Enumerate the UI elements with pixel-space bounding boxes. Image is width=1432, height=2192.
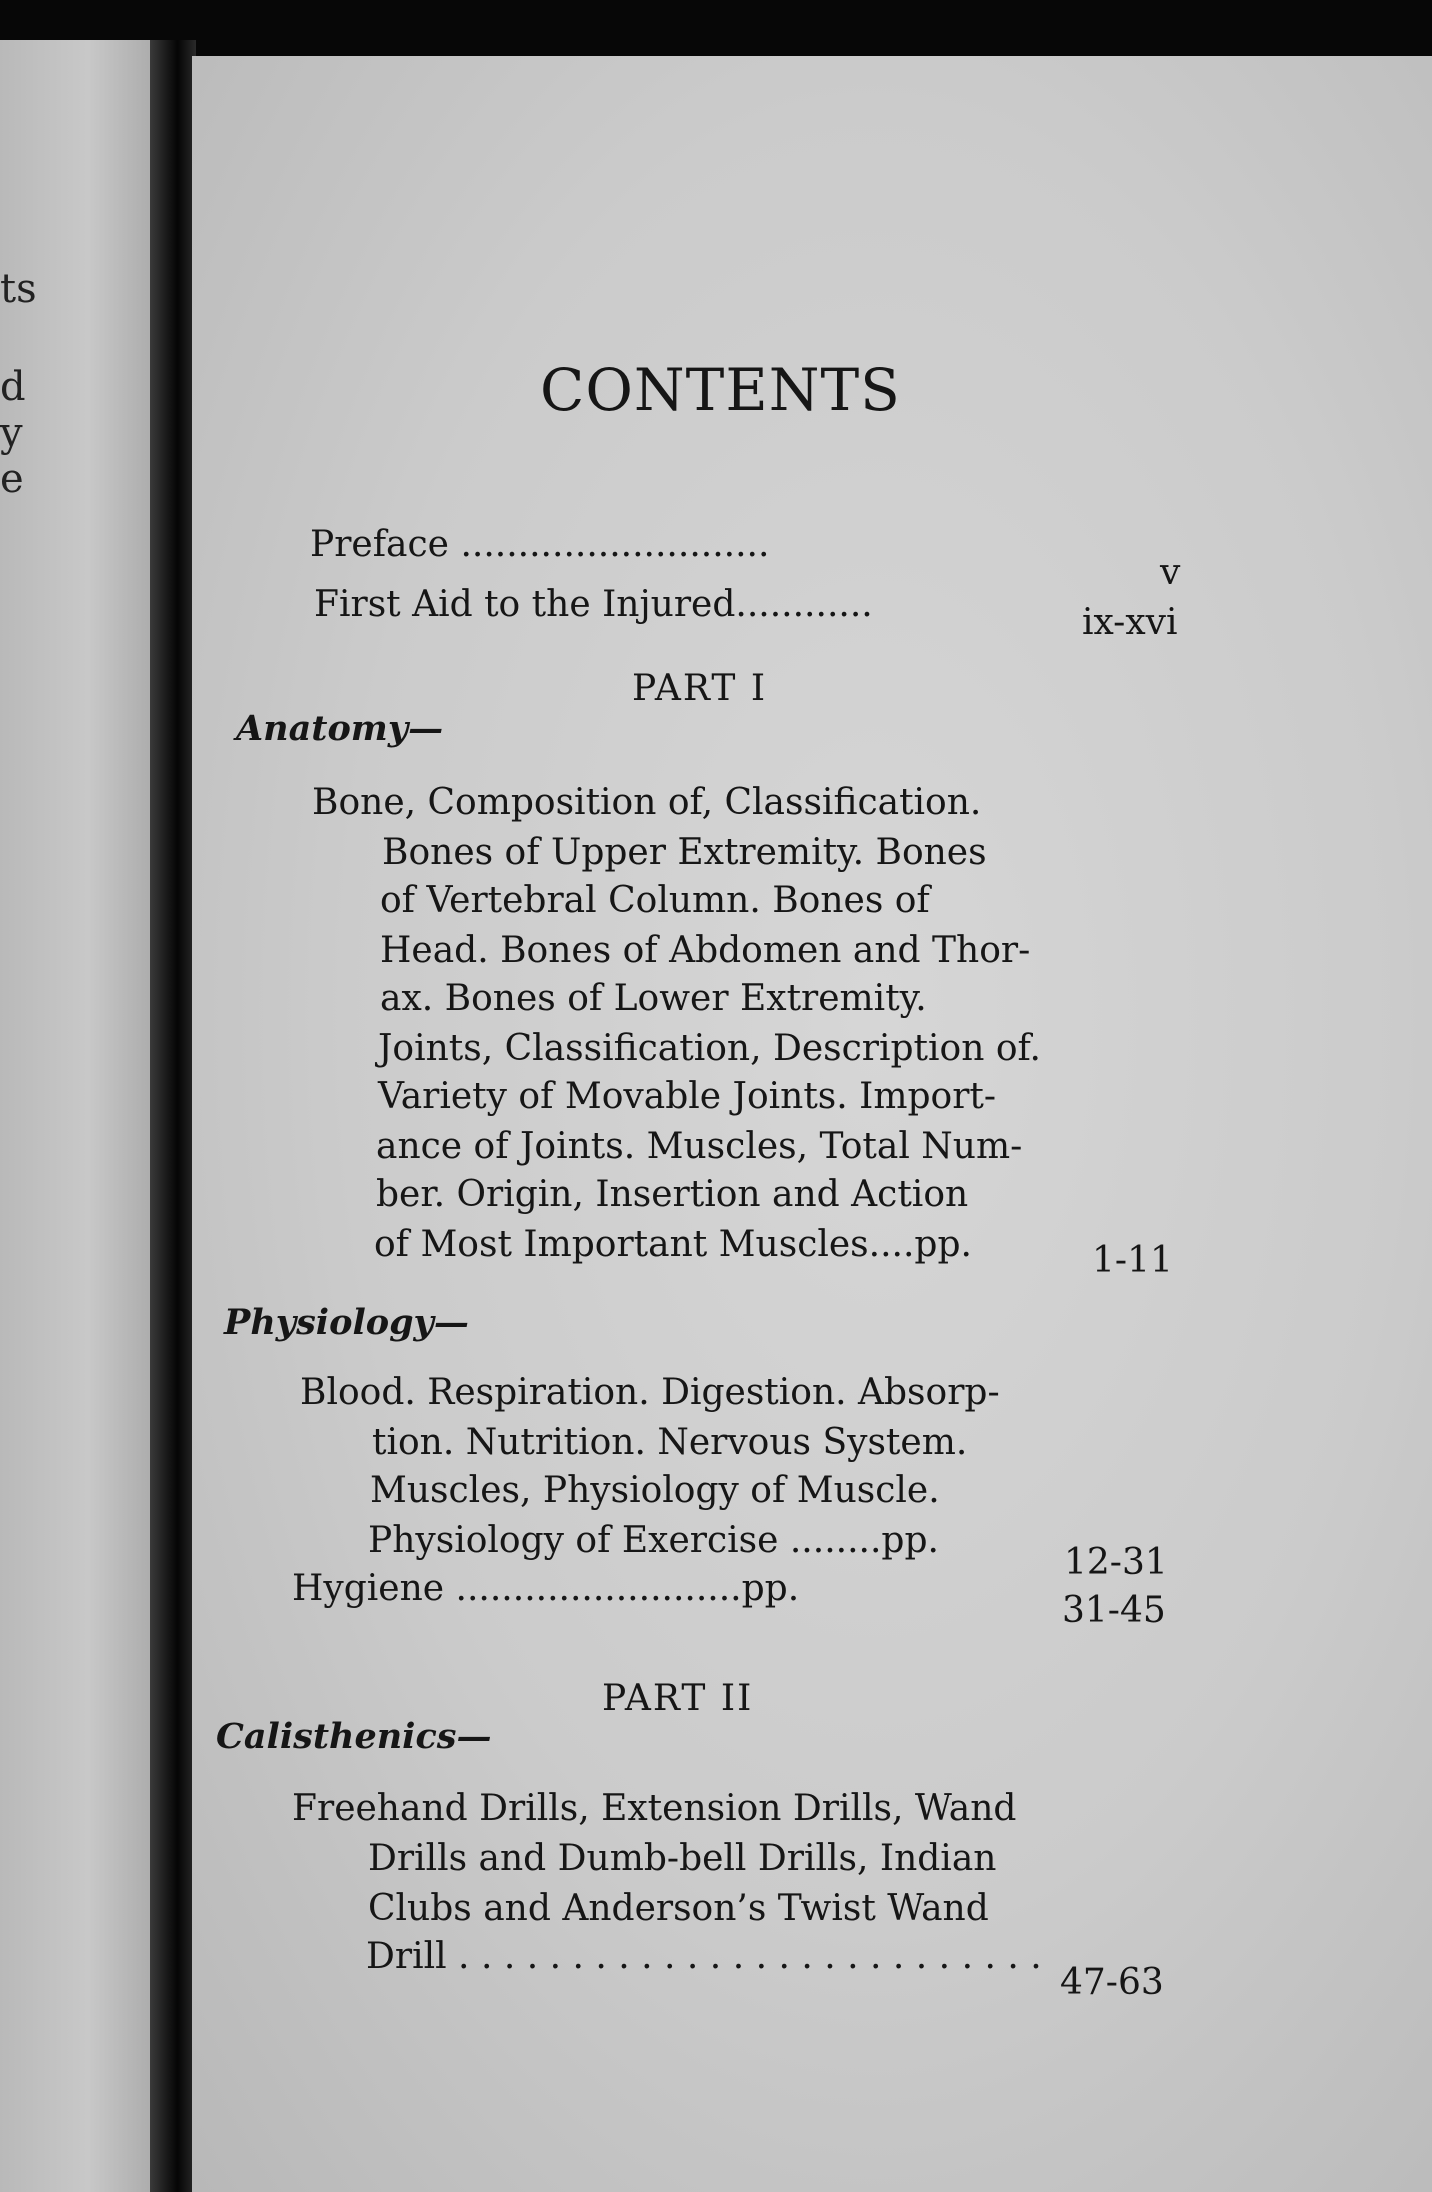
section-heading-physiology: Physiology— (224, 1302, 469, 1343)
section-heading-anatomy: Anatomy— (236, 708, 444, 749)
toc-body-line: Head. Bones of Abdomen and Thor- (380, 930, 1031, 971)
part-heading: PART I (632, 668, 768, 709)
toc-body-line: of Vertebral Column. Bones of (380, 880, 930, 921)
toc-page-number: 12-31 (1064, 1542, 1168, 1583)
toc-body-line: Drill . . . . . . . . . . . . . . . . . . . . . . . . . . (366, 1936, 1042, 1977)
toc-body-line: Drills and Dumb-bell Drills, Indian (368, 1838, 997, 1879)
toc-body-line: Freehand Drills, Extension Drills, Wand (292, 1788, 1017, 1829)
toc-page-number: 31-45 (1062, 1590, 1166, 1631)
toc-body-line: Clubs and Anderson’s Twist Wand (368, 1888, 989, 1929)
toc-body-line: Muscles, Physiology of Muscle. (370, 1470, 940, 1511)
toc-body-line: of Most Important Muscles....pp. (374, 1224, 972, 1265)
toc-body-line: Bone, Composition of, Classification. (312, 782, 982, 823)
contents-page (192, 56, 1432, 2192)
toc-body-line: ber. Origin, Insertion and Action (376, 1174, 969, 1215)
book-gutter (150, 40, 196, 2192)
prev-page-fragment: d (0, 364, 26, 410)
toc-page-number: ix-xvi (1082, 602, 1178, 643)
part-heading: PART II (602, 1678, 754, 1719)
toc-page-number: 1-11 (1092, 1240, 1173, 1281)
toc-body-line: ance of Joints. Muscles, Total Num- (376, 1126, 1023, 1167)
toc-body-line: Variety of Movable Joints. Import- (378, 1076, 997, 1117)
prev-page-fragment: y (0, 410, 23, 456)
page-title: CONTENTS (540, 356, 901, 424)
prev-page-fragment: ts (0, 266, 37, 312)
toc-body-line: Physiology of Exercise ........pp. (368, 1520, 939, 1561)
photo-frame-top (0, 0, 1432, 62)
toc-body-line: Blood. Respiration. Digestion. Absorp- (300, 1372, 1000, 1413)
prev-page-fragment: e (0, 456, 24, 502)
toc-body-line: Joints, Classification, Description of. (378, 1028, 1041, 1069)
toc-entry-preface (310, 524, 769, 565)
section-heading-calisthenics: Calisthenics— (216, 1716, 492, 1757)
toc-entry-label: Preface (310, 524, 449, 565)
toc-body-line: Bones of Upper Extremity. Bones (382, 832, 987, 873)
toc-entry-first-aid (314, 584, 873, 625)
toc-body-line: ax. Bones of Lower Extremity. (380, 978, 927, 1019)
toc-leader-dots: ........................... (460, 524, 770, 565)
toc-body-line: tion. Nutrition. Nervous System. (372, 1422, 968, 1463)
toc-entry-label: First Aid to the Injured (314, 584, 736, 625)
toc-page-number: v (1160, 552, 1181, 593)
previous-page-edge (0, 40, 160, 2192)
toc-page-number: 47-63 (1060, 1962, 1164, 2003)
toc-entry-hygiene: Hygiene .........................pp. (292, 1568, 800, 1609)
toc-leader-dots: ............ (735, 584, 873, 625)
